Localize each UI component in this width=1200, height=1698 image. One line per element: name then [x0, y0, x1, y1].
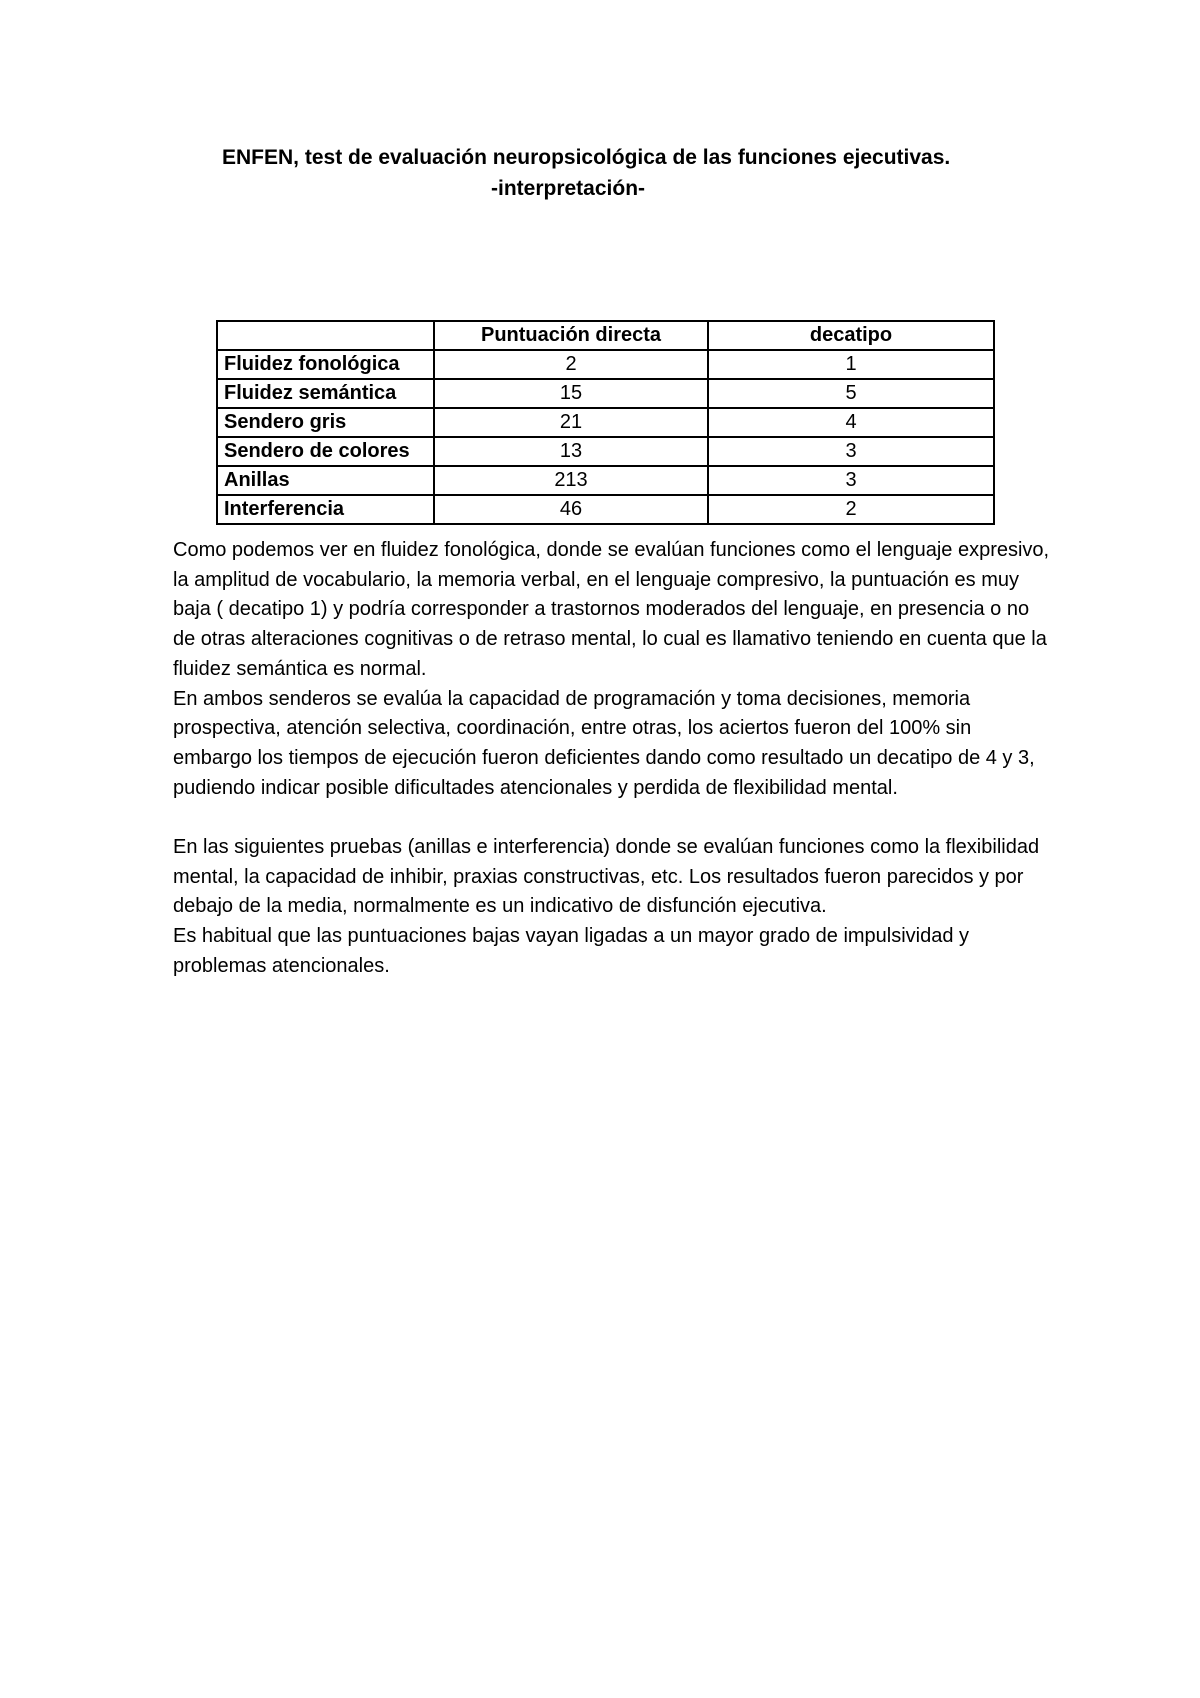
row-decatipo: 3: [708, 466, 994, 495]
row-label: Fluidez semántica: [217, 379, 434, 408]
row-puntuacion: 15: [434, 379, 708, 408]
row-decatipo: 3: [708, 437, 994, 466]
row-label: Anillas: [217, 466, 434, 495]
row-decatipo: 5: [708, 379, 994, 408]
row-label: Interferencia: [217, 495, 434, 524]
row-decatipo: 1: [708, 350, 994, 379]
table-header-puntuacion: Puntuación directa: [434, 321, 708, 350]
row-decatipo: 2: [708, 495, 994, 524]
paragraph-conclusion: Es habitual que las puntuaciones bajas vayan ligadas a un mayor grado de impulsividad y problemas atencionales.: [173, 925, 970, 977]
table-row: [217, 495, 994, 524]
paragraph-senderos: En ambos senderos se evalúa la capacidad de programación y toma decisiones, memoria prospectiva, atención selectiva, coordinación, entre otras, los aciertos fueron del 100% sin embargo los tiempos de ejecución fueron deficientes dando como resultado un decatipo de 4 y 3, pudiendo indicar posible dificultades atencionales y perdida de flexibilidad mental.: [173, 687, 1035, 799]
row-label: Fluidez fonológica: [217, 350, 434, 379]
row-label: Sendero gris: [217, 408, 434, 437]
table-header-row: [217, 321, 994, 350]
scores-table: [216, 320, 995, 525]
row-puntuacion: 21: [434, 408, 708, 437]
table-row: [217, 350, 994, 379]
table-row: [217, 466, 994, 495]
document-title: ENFEN, test de evaluación neuropsicológica de las funciones ejecutivas.: [222, 146, 951, 169]
row-puntuacion: 13: [434, 437, 708, 466]
document-subtitle: -interpretación-: [491, 177, 646, 200]
row-puntuacion: 213: [434, 466, 708, 495]
row-label: Sendero de colores: [217, 437, 434, 466]
interpretation-text: [173, 536, 1053, 982]
paragraph-fluidez: Como podemos ver en fluidez fonológica, donde se evalúan funciones como el lenguaje expresivo, la amplitud de vocabulario, la memoria verbal, en el lenguaje compresivo, la puntuación es muy baja ( decatipo 1) y podría corresponder a trastornos moderados del lenguaje, en presencia o no de otras alteraciones cognitivas o de retraso mental, lo cual es llamativo teniendo en cuenta que la fluidez semántica es normal.: [173, 539, 1050, 680]
row-decatipo: 4: [708, 408, 994, 437]
table-row: [217, 408, 994, 437]
row-puntuacion: 2: [434, 350, 708, 379]
row-puntuacion: 46: [434, 495, 708, 524]
table-row: [217, 437, 994, 466]
table-header-decatipo: decatipo: [708, 321, 994, 350]
paragraph-anillas-interferencia: En las siguientes pruebas (anillas e interferencia) donde se evalúan funciones como la flexibilidad mental, la capacidad de inhibir, praxias constructivas, etc. Los resultados fueron parecidos y por debajo de la media, normalmente es un indicativo de disfunción ejecutiva.: [173, 836, 1040, 918]
table-header-empty: [217, 321, 434, 350]
table-row: [217, 379, 994, 408]
